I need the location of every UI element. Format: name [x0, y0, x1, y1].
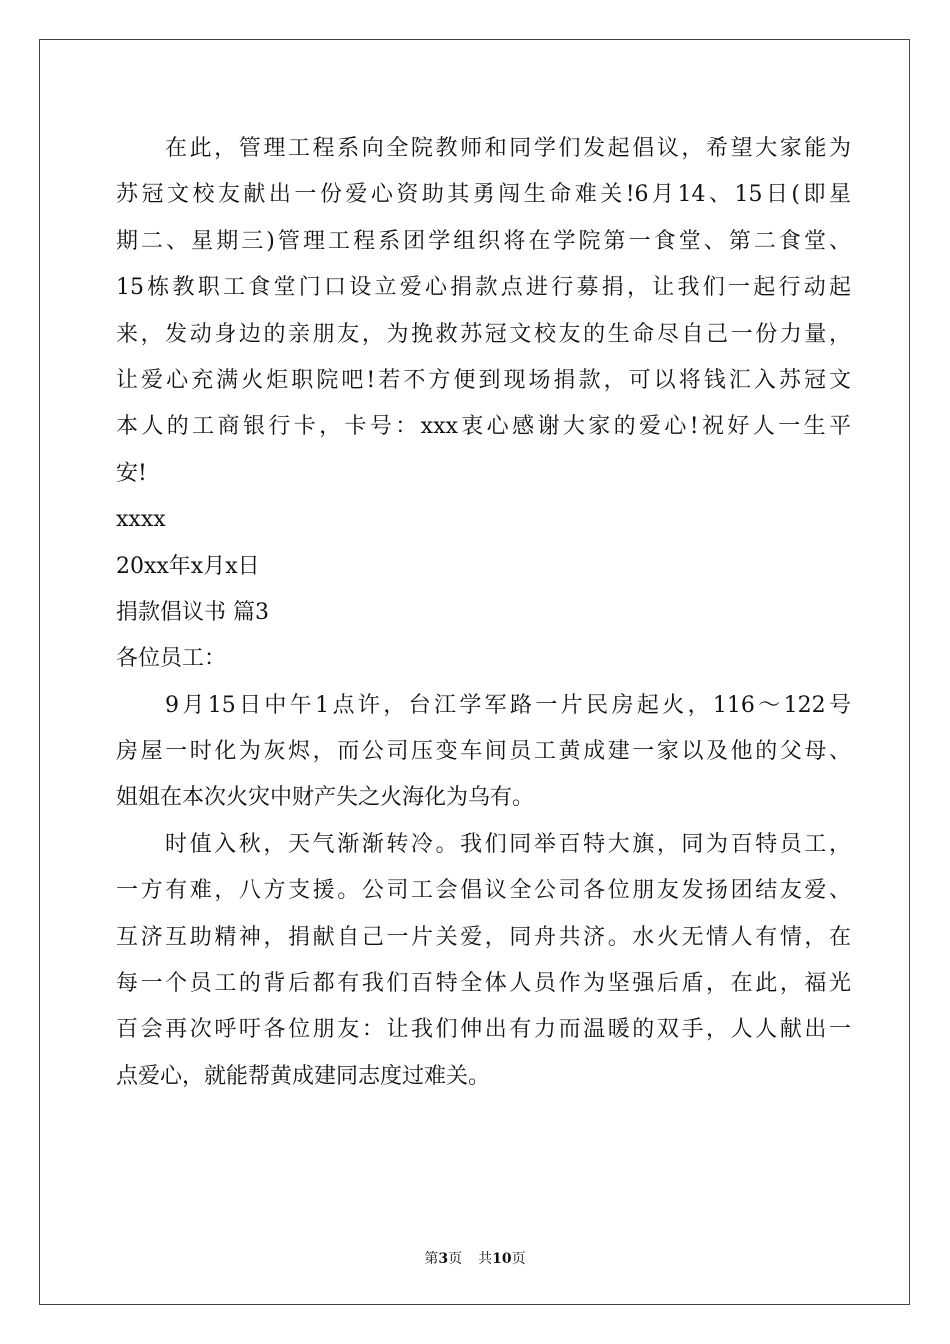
text-line: 每一个员工的背后都有我们百特全体人员作为坚强后盾，在此，福光 [116, 971, 851, 997]
text-line: 来，发动身边的亲朋友，为挽救苏冠文校友的生命尽自己一份力量， [116, 321, 851, 347]
page-total: 10 [492, 1251, 512, 1267]
signature-date: 20xx年x月x日 [116, 553, 260, 579]
total-prefix: 共 [478, 1251, 493, 1267]
text-line: 9月15日中午1点许，台江学军路一片民房起火，116～122号 [165, 692, 851, 718]
text-line: 一方有难，八方支援。公司工会倡议全公司各位朋友发扬团结友爱、 [116, 878, 851, 904]
text-line: 在此，管理工程系向全院教师和同学们发起倡议，希望大家能为 [165, 136, 851, 161]
document-body [116, 126, 851, 1100]
salutation: 各位员工： [116, 646, 227, 672]
total-suffix: 页 [511, 1251, 526, 1267]
section-heading: 捐款倡议书 篇3 [116, 599, 269, 625]
page-current: 3 [438, 1251, 449, 1267]
page-prefix: 第 [424, 1251, 439, 1267]
text-line: 时值入秋，天气渐渐转冷。我们同举百特大旗，同为百特员工， [165, 831, 851, 857]
page-footer [0, 1248, 950, 1268]
text-line: 期二、星期三)管理工程系团学组织将在学院第一食堂、第二食堂、 [116, 228, 851, 254]
text-line: 姐姐在本次火灾中财产失之火海化为乌有。 [116, 785, 535, 811]
text-line: 点爱心，就能帮黄成建同志度过难关。 [116, 1063, 491, 1089]
text-line: 让爱心充满火炬职院吧!若不方便到现场捐款，可以将钱汇入苏冠文 [116, 367, 851, 393]
text-line: 15栋教职工食堂门口设立爱心捐款点进行募捐，让我们一起行动起 [116, 275, 851, 301]
text-line: 百会再次呼吁各位朋友：让我们伸出有力而温暖的双手，人人献出一 [116, 1017, 851, 1043]
text-line: 房屋一时化为灰烬，而公司压变车间员工黄成建一家以及他的父母、 [116, 739, 851, 765]
signature-name: xxxx [116, 507, 166, 533]
text-line: 互济互助精神，捐献自己一片关爱，同舟共济。水火无情人有情，在 [116, 924, 851, 950]
page-suffix: 页 [448, 1251, 463, 1267]
text-line: 本人的工商银行卡，卡号：xxx衷心感谢大家的爱心!祝好人一生平 [116, 414, 851, 440]
text-line: 安! [116, 460, 147, 486]
text-line: 苏冠文校友献出一份爱心资助其勇闯生命难关!6月14、15日(即星 [116, 182, 851, 208]
